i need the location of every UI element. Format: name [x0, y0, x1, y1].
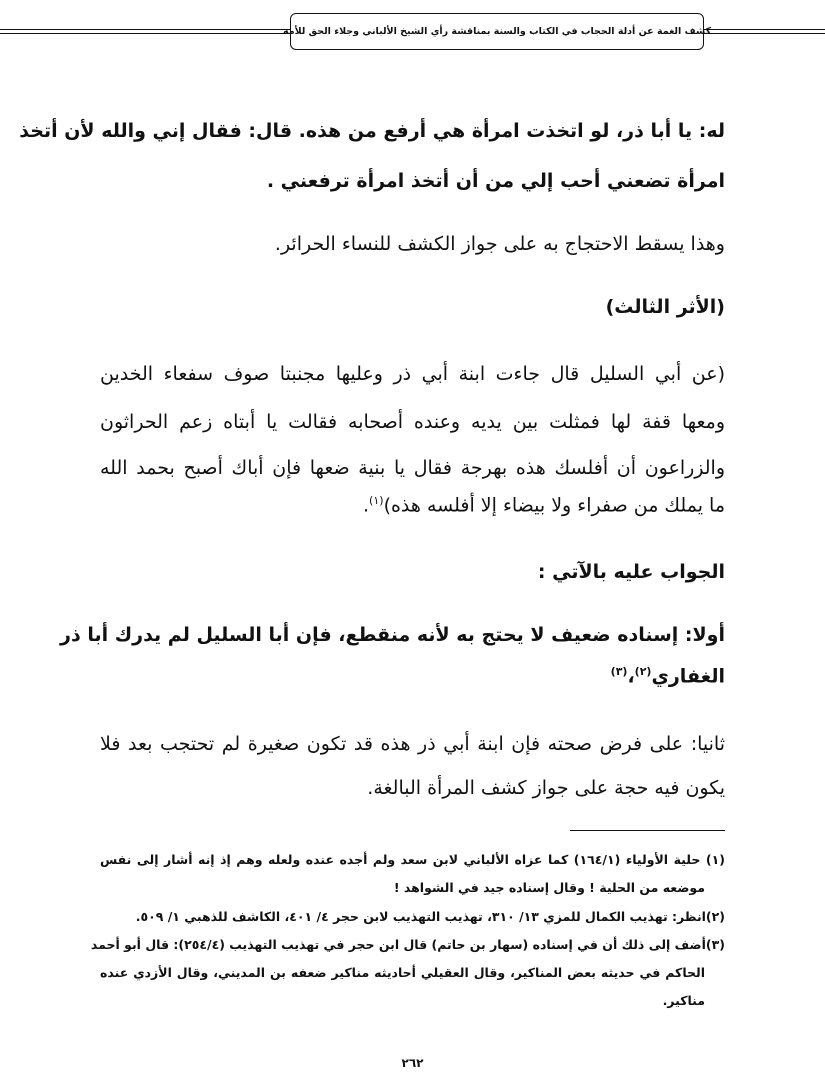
page-number: ٢٦٢ [401, 1056, 424, 1070]
narration-line-2: ومعها قفة لها فمثلت بين يديه وعنده أصحابه فقالت يا أبتاه زعم الحراثون [100, 411, 725, 433]
footnote-ref-2: (٢) [634, 665, 652, 678]
header-rule-left [0, 29, 290, 30]
footnote-3-line-3: مناكير. [662, 993, 705, 1008]
footnote-1-line-2: موضعه من الحلية ! وقال إسناده جيد في الشواهد ! [393, 880, 705, 895]
first-point-line-1: أولا: إسناده ضعيف لا يحتج به لأنه منقطع، فإن أبا السليل لم يدرك أبا ذر [60, 624, 725, 646]
header-rule-right-2 [704, 33, 825, 34]
footnote-ref-1: (١) [369, 494, 384, 507]
narration-line-4 [100, 494, 725, 516]
narration-line-4-end: . [363, 494, 370, 517]
header-rule-left-2 [0, 33, 290, 34]
header-rule-right [704, 29, 825, 30]
narration-line-4-text: ما يملك من صفراء ولا بيضاء إلا أفلسه هذه) [383, 494, 725, 517]
section-heading-third-athar: (الأثر الثالث) [605, 296, 725, 318]
footnote-1-line-1: (١) حلية الأولياء (١٦٤/١) كما عزاه الألباني لابن سعد ولم أجده عنده ولعله وهم إذ إنه أشار إلى نفس [100, 852, 725, 867]
body-line-3: وهذا يسقط الاحتجاج به على جواز الكشف للنساء الحرائر. [274, 233, 725, 255]
second-point-line-1: ثانيا: على فرض صحته فإن ابنة أبي ذر هذه قد تكون صغيرة لم تحتجب بعد فلا [100, 733, 725, 755]
footnote-3-line-2: الحاكم في حديثه بعض المناكير، وقال العقيلي أحاديثه مناكير ضعفه بن المديني، وقال الأزدي عنده [100, 965, 705, 980]
second-point-line-2: يكون فيه حجة على جواز كشف المرأة البالغة. [367, 777, 725, 799]
footnote-3-line-1: (٣)أضف إلى ذلك أن في إسناده (سهار بن حاتم) قال ابن حجر في تهذيب التهذيب (٢٥٤/٤): قال أبو أحمد [90, 937, 725, 952]
body-line-1: له: يا أبا ذر، لو اتخذت امرأة هي أرفع من هذه. قال: فقال إني والله لأن أتخذ [19, 120, 725, 142]
narration-line-1: (عن أبي السليل قال جاءت ابنة أبي ذر وعليها مجنبتا صوف سفعاء الخدين [100, 363, 725, 385]
footnote-ref-3: (٣) [610, 665, 628, 678]
ref-separator: ، [627, 665, 635, 688]
running-header [282, 13, 712, 50]
footnote-separator [570, 830, 725, 831]
narration-line-3: والزراعون أن أفلسك هذه بهرجة فقال يا بنية ضعها فإن أباك أصبح بحمد الله [100, 457, 725, 479]
footnote-2: (٢)انظر: تهذيب الكمال للمزي ١٣/ ٣١٠، تهذيب التهذيب لابن حجر ٤/ ٤٠١، الكاشف للذهبي ١/ ٥٠٩. [135, 909, 725, 924]
book-title: كشف الغمة عن أدلة الحجاب في الكتاب والسنة بمناقشة رأي الشيخ الألباني وجلاء الحق للأمة [282, 26, 712, 37]
body-line-2: امرأة تضعني أحب إلي من أن أتخذ امرأة ترفعني . [266, 170, 725, 192]
answer-heading: الجواب عليه بالآتي : [537, 561, 725, 583]
first-point-line-2-text: الغفاري [651, 665, 725, 688]
first-point-line-2 [100, 665, 725, 687]
